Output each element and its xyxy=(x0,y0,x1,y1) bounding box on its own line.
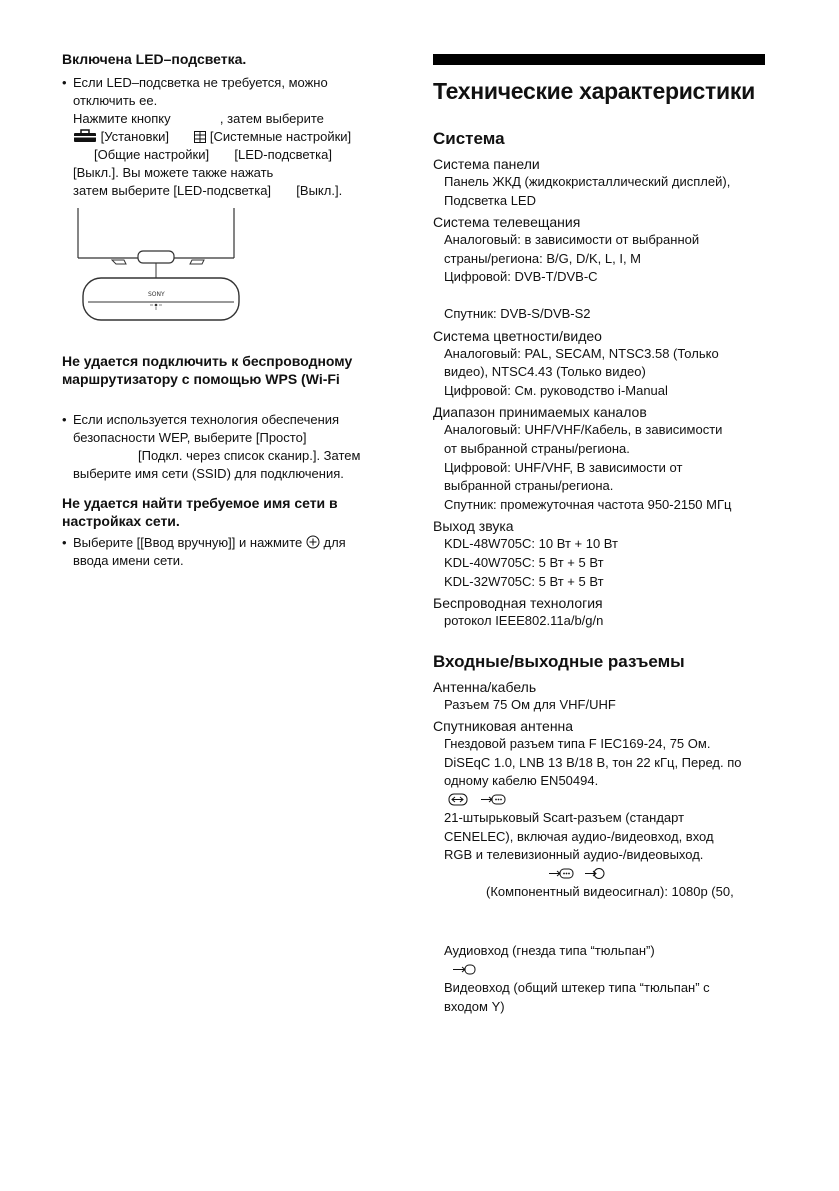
enter-button-icon xyxy=(306,535,320,549)
wep-line-1: • Если используется технология обеспечения xyxy=(62,411,392,429)
section-top-bar xyxy=(433,54,765,65)
tv-line-2: страны/региона: B/G, D/K, L, I, M xyxy=(444,250,642,266)
net-select-text: Выберите [[Ввод вручную]] и нажмите xyxy=(73,535,303,550)
range-line-1: Аналоговый: UHF/VHF/Кабель, в зависимости xyxy=(444,422,723,438)
led-off-text: [Выкл.]. xyxy=(296,183,343,198)
tv-line-1: Аналоговый: в зависимости от выбранной xyxy=(444,232,700,248)
panel-line-2: Подсветка LED xyxy=(444,192,536,208)
video-line-1: Видеовход (общий штекер типа “тюльпан” с xyxy=(444,980,710,996)
panel-line-1: Панель ЖКД (жидкокристаллический дисплей), xyxy=(444,174,731,189)
component-icons xyxy=(433,865,773,883)
range-line-4: выбранной страны/региона. xyxy=(444,478,614,494)
range-line-2: от выбранной страны/региона. xyxy=(444,440,630,456)
range-line-3: Цифровой: UHF/VHF, В зависимости от xyxy=(444,459,683,475)
sat-line-2: DiSEqC 1.0, LNB 13 В/18 В, тон 22 кГц, Перед. по xyxy=(444,754,742,770)
component-output-icon xyxy=(480,793,506,806)
panel-system-label: Система панели xyxy=(433,156,540,172)
scart-icons xyxy=(433,791,773,809)
sound-line-3: KDL-32W705C: 5 Вт + 5 Вт xyxy=(444,573,604,589)
led-select-text: затем выберите [LED-подсветка] xyxy=(73,183,272,198)
led-backlight-text: [LED-подсветка] xyxy=(234,147,333,162)
tv-brand-label: SONY xyxy=(148,291,165,298)
sound-line-1: KDL-48W705C: 10 Вт + 10 Вт xyxy=(444,536,618,552)
system-settings-text: [Системные настройки] xyxy=(209,129,352,144)
satellite-antenna-label: Спутниковая антенна xyxy=(433,718,574,735)
audio-input-line: Аудиовход (гнезда типа “тюльпан”) xyxy=(444,943,655,959)
component-line: (Компонентный видеосигнал): 1080p (50, xyxy=(486,883,734,899)
right-column xyxy=(433,54,773,1016)
led-line-7 xyxy=(62,182,392,200)
system-section-title: Система xyxy=(433,129,505,148)
settings-menu-text: [Установки] xyxy=(100,129,170,144)
led-line-5 xyxy=(62,146,392,164)
net-for-text: для xyxy=(323,535,346,550)
sat-line-3: одному кабелю EN50494. xyxy=(444,773,599,789)
wireless-line-1: ротокол IEEE802.11a/b/g/n xyxy=(444,613,604,629)
scart-line-2: CENELEC), включая аудио-/видеовход, вход xyxy=(444,828,714,844)
scart-input-output-icon xyxy=(448,793,470,806)
page-title: Технические характеристики xyxy=(433,78,755,104)
antenna-label: Антенна/кабель xyxy=(433,678,537,695)
led-heading: Включена LED–подсветка. xyxy=(62,51,247,67)
led-then-text: , затем выберите xyxy=(219,111,324,126)
wps-heading-2: маршрутизатору с помощью WPS (Wi-Fi xyxy=(62,371,340,387)
toolbox-icon xyxy=(73,129,97,143)
wps-heading-1: Не удается подключить к беспроводному xyxy=(62,353,353,369)
color-line-3: Цифровой: См. руководство i-Manual xyxy=(444,382,668,398)
led-line-1: • Если LED–подсветка не требуется, можно xyxy=(62,74,392,92)
channel-range-label: Диапазон принимаемых каналов xyxy=(433,404,647,421)
component-input-icon xyxy=(548,867,574,880)
net-heading-2: настройках сети. xyxy=(62,513,180,529)
tv-line-satellite: Спутник: DVB-S/DVB-S2 xyxy=(444,305,591,321)
range-line-5: Спутник: промежуточная частота 950-2150 МГц xyxy=(444,496,732,512)
composite-video-input-icon xyxy=(452,963,476,976)
net-heading-1: Не удается найти требуемое имя сети в xyxy=(62,495,338,511)
led-press-text: Нажмите кнопку xyxy=(73,111,171,126)
video-in-icon-row xyxy=(433,961,773,979)
tv-led-illustration xyxy=(72,208,242,324)
wireless-label: Беспроводная технология xyxy=(433,595,603,612)
led-line-3 xyxy=(62,110,392,128)
scart-line-1: 21-штырьковый Scart-разъем (стандарт xyxy=(444,810,685,826)
general-settings-text: [Общие настройки] xyxy=(94,147,210,162)
led-line-4 xyxy=(62,128,392,146)
antenna-line-1: Разъем 75 Ом для VHF/UHF xyxy=(444,696,616,712)
wep-line-3: [Подкл. через список сканир.]. Затем xyxy=(138,448,361,463)
scart-line-3: RGB и телевизионный аудио-/видеовыход. xyxy=(444,847,704,863)
sat-line-1: Гнездовой разъем типа F IEC169-24, 75 Ом. xyxy=(444,736,711,752)
sound-line-2: KDL-40W705C: 5 Вт + 5 Вт xyxy=(444,554,604,570)
led-line-2: отключить ее. xyxy=(73,93,158,108)
tv-system-label: Система телевещания xyxy=(433,214,581,231)
video-line-2: входом Y) xyxy=(444,998,505,1014)
sound-output-label: Выход звука xyxy=(433,518,514,535)
video-input-icon xyxy=(584,867,606,880)
net-line-1 xyxy=(62,534,392,552)
left-column xyxy=(62,50,392,570)
io-section-title: Входные/выходные разъемы xyxy=(433,651,685,671)
wep-line-2: безопасности WEP, выберите [Просто] xyxy=(73,430,307,445)
color-line-1: Аналоговый: PAL, SECAM, NTSC3.58 (Только xyxy=(444,345,719,361)
wep-line-4: выберите имя сети (SSID) для подключения. xyxy=(73,466,344,481)
net-line-2: ввода имени сети. xyxy=(73,553,184,568)
tv-line-3: Цифровой: DVB-T/DVB-C xyxy=(444,269,598,285)
led-line-6: [Выкл.]. Вы можете также нажать xyxy=(73,165,274,180)
system-settings-icon xyxy=(194,131,206,143)
color-system-label: Система цветности/видео xyxy=(433,327,602,344)
color-line-2: видео), NTSC4.43 (Только видео) xyxy=(444,364,646,380)
